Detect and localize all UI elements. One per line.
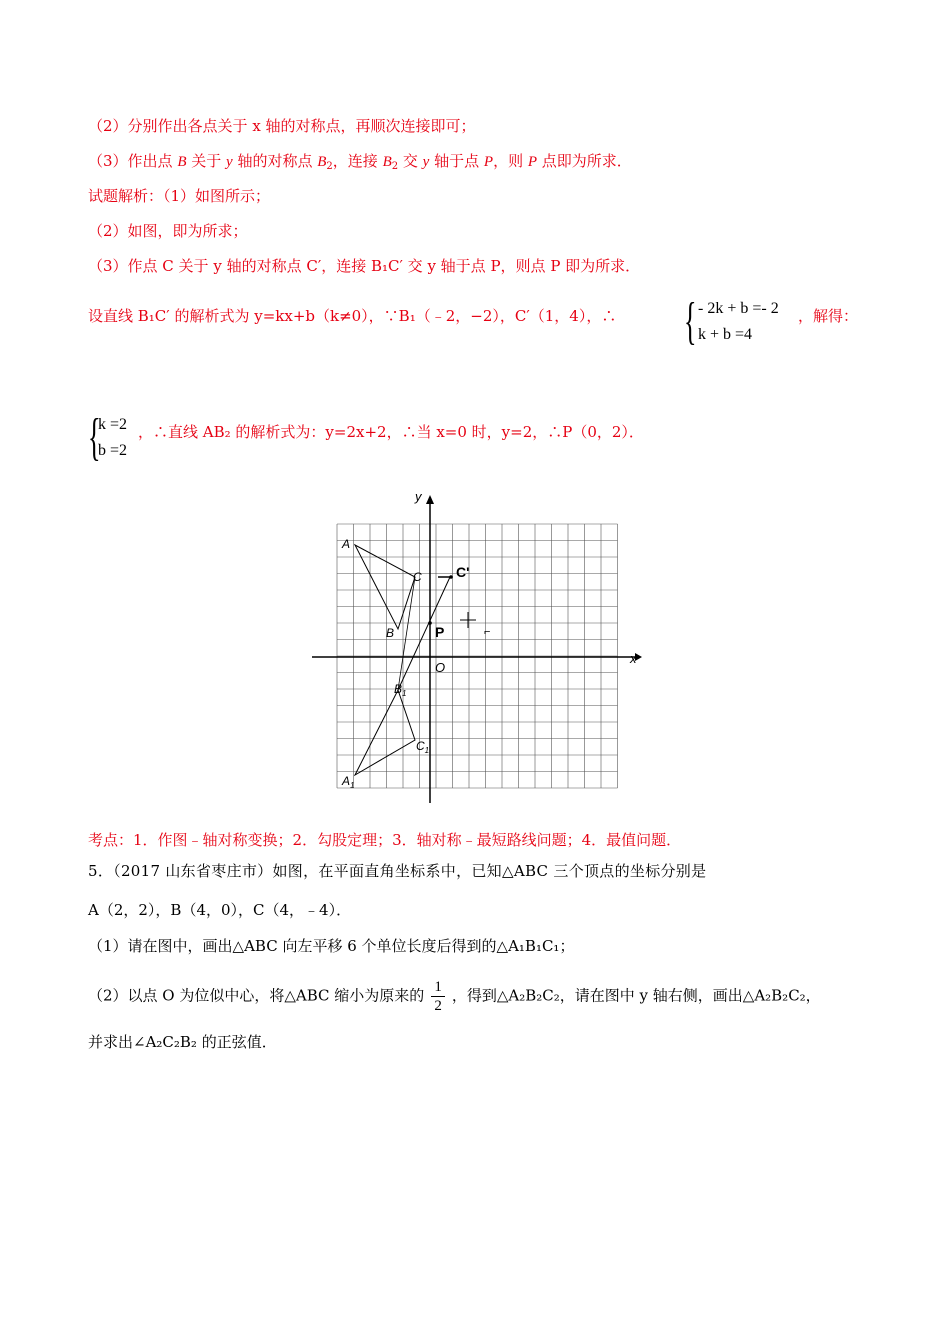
- system2-row1: k =2: [98, 416, 128, 433]
- label-a1: $A_1$: [342, 774, 355, 790]
- p-point: [428, 621, 432, 625]
- fraction-one-half: [431, 978, 445, 1015]
- system1-brace: {: [684, 293, 697, 350]
- coordinate-figure: [300, 485, 650, 815]
- system1: [698, 296, 779, 348]
- system2-row2: b =2: [98, 442, 128, 459]
- x-axis-label: x: [630, 651, 637, 666]
- solution-step-3: [88, 150, 632, 173]
- label-c1: $C_1$: [416, 739, 430, 755]
- label-b: B: [386, 626, 395, 640]
- segment-b1-c: [398, 577, 415, 690]
- fraction-numerator: 1: [434, 979, 442, 995]
- question-5-part-2: [88, 978, 821, 1015]
- system1-row2: k + b =4: [698, 326, 753, 343]
- system1-row1: - 2k + b =- 2: [698, 300, 779, 317]
- label-a: A: [342, 537, 351, 551]
- solve-label: ，解得：: [798, 307, 859, 325]
- label-b1: $B_1$: [394, 682, 407, 698]
- part2-text-a: （2）以点 O 为位似中心，将△ABC 缩小为原来的: [88, 986, 425, 1005]
- question-5-intro: 5．（2017 山东省枣庄市）如图，在平面直角坐标系中，已知△ABC 三个顶点的坐标分别是: [88, 862, 707, 880]
- label-p: P: [435, 624, 445, 640]
- y-axis-label: y: [415, 489, 422, 504]
- stray-mark-glyph: ⌐: [484, 626, 491, 638]
- setup-text: 设直线 B₁C′ 的解析式为 y=kx+b（k≠0），∵B₁（﹣2，−2），C′（1，4），∴: [88, 307, 617, 325]
- fraction-denominator: 2: [434, 998, 442, 1014]
- question-5-part-1: （1）请在图中，画出△ABC 向左平移 6 个单位长度后得到的△A₁B₁C₁；: [88, 937, 575, 955]
- label-cprime: C': [456, 564, 470, 580]
- label-c: C: [413, 570, 422, 584]
- part2-text-b: ，得到△A₂B₂C₂，请在图中 y 轴右侧，画出△A₂B₂C₂，: [451, 986, 821, 1005]
- cprime-point: [449, 575, 453, 579]
- kaodian-line: 考点：1．作图﹣轴对称变换；2．勾股定理；3．轴对称﹣最短路线问题；4．最值问题．: [88, 831, 682, 849]
- solution-part-3: （3）作点 C 关于 y 轴的对称点 C′，连接 B₁C′ 交 y 轴于点 P，则点 P 即为所求．: [88, 257, 641, 275]
- conclusion-line: ，∴直线 AB₂ 的解析式为：y=2x+2，∴当 x=0 时，y=2，∴P（0，2）．: [138, 423, 644, 441]
- triangle-abc: [355, 545, 415, 629]
- question-5-part-2-cont: 并求出∠A₂C₂B₂ 的正弦值．: [88, 1033, 277, 1051]
- triangle-a1b1c1: [355, 690, 415, 775]
- grid: [337, 524, 618, 788]
- system2: [98, 412, 127, 464]
- question-5-coords: A（2，2），B（4，0），C（4，﹣4）．: [88, 901, 352, 919]
- solution-part-2: （2）如图，即为所求；: [88, 222, 248, 240]
- system2-brace: {: [88, 409, 101, 466]
- solution-step-2: （2）分别作出各点关于 x 轴的对称点，再顺次连接即可；: [88, 117, 476, 135]
- step3-text: （3）作出点 B 关于 y 轴的对称点 $B_2$，连接 $B_2$ 交 y 轴于点 P，则 P 点即为所求．: [88, 152, 632, 172]
- line-equation-setup: [88, 305, 616, 327]
- y-axis-arrow-icon: [426, 495, 434, 504]
- solution-header: 试题解析：（1）如图所示；: [88, 187, 271, 205]
- origin-label: O: [435, 660, 446, 675]
